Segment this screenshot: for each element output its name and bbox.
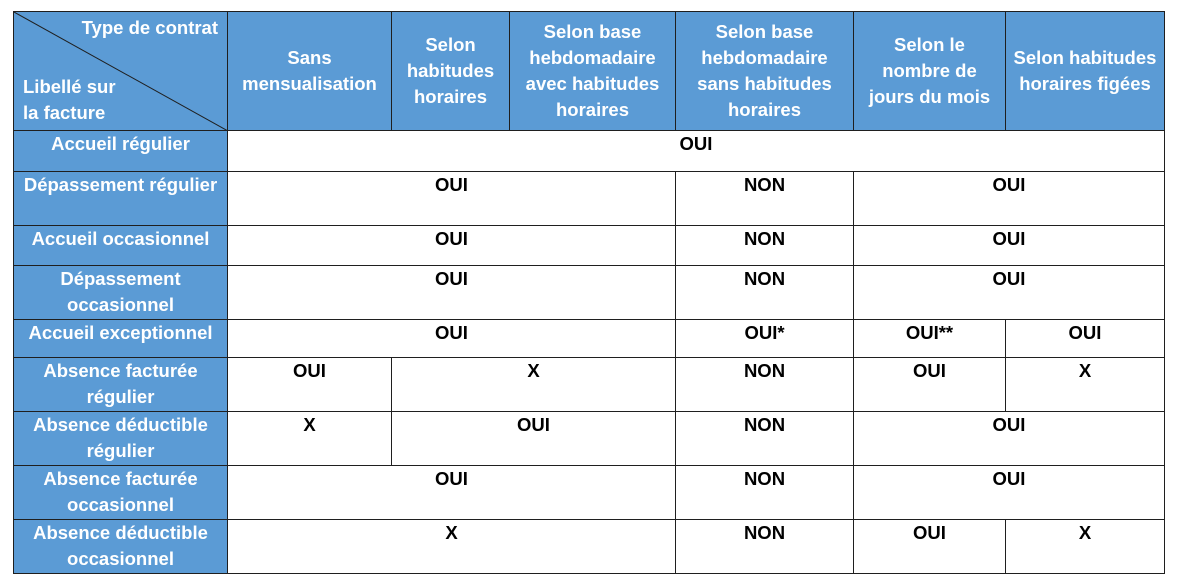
row-label: Absence déductible régulier — [14, 412, 228, 466]
table-cell: OUI — [854, 412, 1165, 466]
table-cell: X — [228, 412, 392, 466]
table-cell: OUI — [1006, 320, 1165, 358]
column-header: Selon habitudes horaires — [392, 12, 510, 131]
row-label: Accueil occasionnel — [14, 226, 228, 266]
table-cell: NON — [676, 412, 854, 466]
table-cell: OUI — [228, 466, 676, 520]
table-row — [14, 520, 1165, 574]
header-row — [14, 12, 1165, 131]
table-cell: OUI — [854, 358, 1006, 412]
row-label: Absence déductible occasionnel — [14, 520, 228, 574]
table-cell: OUI — [228, 358, 392, 412]
table-cell: X — [1006, 520, 1165, 574]
table-cell: OUI — [228, 172, 676, 226]
table-cell: OUI — [392, 412, 676, 466]
table-row — [14, 172, 1165, 226]
table-cell: OUI** — [854, 320, 1006, 358]
table-cell: NON — [676, 466, 854, 520]
table-cell: OUI — [854, 172, 1165, 226]
table-cell: NON — [676, 520, 854, 574]
column-header: Selon le nombre de jours du mois — [854, 12, 1006, 131]
table-cell: OUI — [228, 131, 1165, 172]
table-cell: OUI — [854, 266, 1165, 320]
column-axis-label: Type de contrat — [81, 17, 218, 38]
table-cell: OUI — [854, 520, 1006, 574]
row-label: Accueil exceptionnel — [14, 320, 228, 358]
table-cell: NON — [676, 172, 854, 226]
contract-billing-table — [13, 11, 1165, 574]
row-label: Accueil régulier — [14, 131, 228, 172]
table-cell: OUI — [228, 226, 676, 266]
table-cell: X — [228, 520, 676, 574]
table-row — [14, 266, 1165, 320]
table-row — [14, 358, 1165, 412]
table-cell: OUI — [854, 226, 1165, 266]
table-cell: OUI — [854, 466, 1165, 520]
table-row — [14, 131, 1165, 172]
column-header: Selon habitudes horaires figées — [1006, 12, 1165, 131]
table-cell: X — [392, 358, 676, 412]
column-header: Selon base hebdomadaire sans habitudes horaires — [676, 12, 854, 131]
row-label: Absence facturée régulier — [14, 358, 228, 412]
row-label: Absence facturée occasionnel — [14, 466, 228, 520]
column-header: Selon base hebdomadaire avec habitudes horaires — [510, 12, 676, 131]
table-row — [14, 412, 1165, 466]
table-cell: OUI — [228, 266, 676, 320]
row-label: Dépassement occasionnel — [14, 266, 228, 320]
table-cell: NON — [676, 266, 854, 320]
row-label: Dépassement régulier — [14, 172, 228, 226]
table-cell: OUI* — [676, 320, 854, 358]
column-header: Sans mensualisation — [228, 12, 392, 131]
corner-header-cell — [14, 12, 228, 131]
table-cell: NON — [676, 358, 854, 412]
table-row — [14, 320, 1165, 358]
table-row — [14, 466, 1165, 520]
table-cell: X — [1006, 358, 1165, 412]
row-axis-label: Libellé sur la facture — [23, 76, 116, 123]
table-cell: OUI — [228, 320, 676, 358]
table-cell: NON — [676, 226, 854, 266]
table-row — [14, 226, 1165, 266]
